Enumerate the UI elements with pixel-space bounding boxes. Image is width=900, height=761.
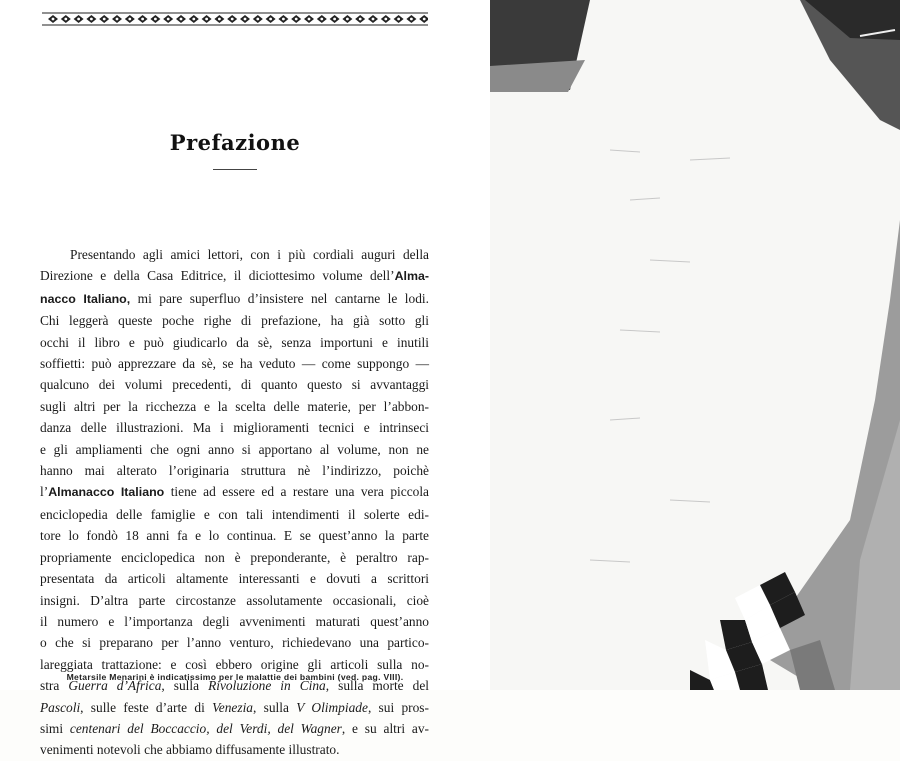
text-line [40,265,429,287]
text-segment: il numero e l’importanza degli avvenimenti maturati quest’anno [40,613,429,629]
text-line [40,310,429,331]
ornament-dot [423,18,426,21]
text-segment: hanno mai alterato l’originaria struttura nè l’indirizzo, poichè [40,463,429,479]
ornament-dot [397,18,400,21]
text-line [40,288,429,310]
ornament-icon [42,10,428,28]
text-segment: insigni. D’altra parte circostanze assolutamente occasionali, cioè [40,592,429,608]
ornament-dot [231,18,234,21]
text-line [40,332,429,353]
text-line [40,590,429,611]
text-segment: , sulle feste d’arte di [80,699,213,715]
text-line [40,244,429,265]
text-segment: venimenti notevoli che abbiamo diffusamente illustrato. [40,742,340,758]
text-segment: Chi leggerà queste poche righe di prefazione, ha già sotto gli [40,313,429,329]
page-title: Prefazione [169,130,301,155]
text-segment: stra [40,678,69,694]
text-line [40,353,429,374]
ornament-dot [180,18,183,21]
italic-text: V Olimpiade [296,699,368,715]
text-line [40,460,429,481]
text-segment: , sulla [161,678,209,694]
italic-text: centenari del Boccaccio, del Verdi, del Wagner [69,720,342,736]
ornament-dot [192,18,195,21]
text-segment: danza delle illustrazioni. Ma i miglioramenti tecnici e intrinseci [40,420,429,436]
text-segment: propriamente enciclopedica non è preponderante, è peraltro rap- [40,549,429,565]
text-segment: , e su altri av- [341,720,430,736]
italic-text: Rivoluzione in Cina [208,678,326,694]
ornament-dot [410,18,413,21]
ornament-dot [90,18,93,21]
text-segment: , sulla [253,699,297,715]
ornament-dot [141,18,144,21]
ornament-dot [359,18,362,21]
preface-text [40,244,429,761]
text-segment: soffietti: può apprezzare da sè, se ha veduto — come suppongo — [40,356,429,372]
text-segment: qualcuno dei volumi precedenti, di quanto questo si avvantaggi [40,377,429,393]
ornament-dot [154,18,157,21]
text-segment: presentata da articoli altamente interessanti e dovuti a scrittori [40,571,429,587]
ornament-dot [320,18,323,21]
ornament-dot [128,18,131,21]
ornament-dot [333,18,336,21]
text-line [40,396,429,417]
text-segment: tiene ad essere ed a restare una vera piccola [164,484,429,500]
ornament-dot [103,18,106,21]
ornament-dot [167,18,170,21]
footer-advertisement: Metarsile Menarini è indicatissimo per le malattie dei bambini (ved. pag. VIII). [66,672,404,682]
ornament-dot [346,18,349,21]
scanned-photo-fragment [490,0,900,690]
ornament-dot [269,18,272,21]
text-segment: lareggiata trattazione: e così ebbero origine gli articoli sulla no- [40,656,429,672]
text-line [40,568,429,589]
text-line [40,525,429,546]
bold-title-text: Almanacco Italiano [48,485,165,500]
text-segment: occhi il libro e può giudicarlo da sè, senza importuni e inutili [40,334,429,350]
text-segment: , sulla morte del [325,678,429,694]
text-segment: , sui pros- [367,699,429,715]
ornament-dot [256,18,259,21]
text-segment: tore lo fondò 18 anni fa e lo continua. E se quest’anno la parte [40,528,429,544]
text-line [40,481,429,503]
text-line [40,739,429,760]
text-line [40,504,429,525]
ornament-dot [116,18,119,21]
ornament-dot [64,18,67,21]
text-segment: o che si preparano per l’anno venturo, richiedevano una partico- [40,635,429,651]
text-line [40,718,429,739]
ornament-dot [384,18,387,21]
text-line [40,547,429,568]
ornament-dot [205,18,208,21]
bold-title-text: nacco Italiano, [40,291,131,306]
ornament-dot [77,18,80,21]
bold-title-text: Alma- [394,269,429,284]
text-segment: enciclopedia delle famiglie e con tali intendimenti il solerte edi- [40,506,429,522]
ornament-dot [308,18,311,21]
text-segment: sugli altri per la ricchezza e la scelta delle materie, per l’abbon- [40,398,429,414]
text-line [40,632,429,653]
ornamental-border [42,10,428,28]
ornament-dot [218,18,221,21]
text-segment: mi pare superfluo d’insistere nel cantarne le lodi. [130,290,429,306]
ornament-dot [244,18,247,21]
ornament-dot [282,18,285,21]
text-line [40,374,429,395]
text-segment: Presentando agli amici lettori, con i più cordiali auguri della [70,247,429,262]
text-segment: Direzione e della Casa Editrice, il diciottesimo volume dell’ [40,268,395,284]
text-line [40,417,429,438]
text-line [40,611,429,632]
text-line [40,439,429,460]
italic-text: Pascoli [40,699,81,715]
text-segment: e gli ampliamenti che ogni anno si apportano al volume, non ne [40,441,429,457]
title-underline [213,169,257,170]
text-line [40,697,429,718]
ornament-dot [295,18,298,21]
italic-text: Guerra d’Africa [68,678,162,694]
italic-text: Venezia [212,699,253,715]
text-segment: simi [40,720,70,736]
ornament-dot [52,18,55,21]
text-segment: l’ [40,484,49,500]
ornament-dot [372,18,375,21]
